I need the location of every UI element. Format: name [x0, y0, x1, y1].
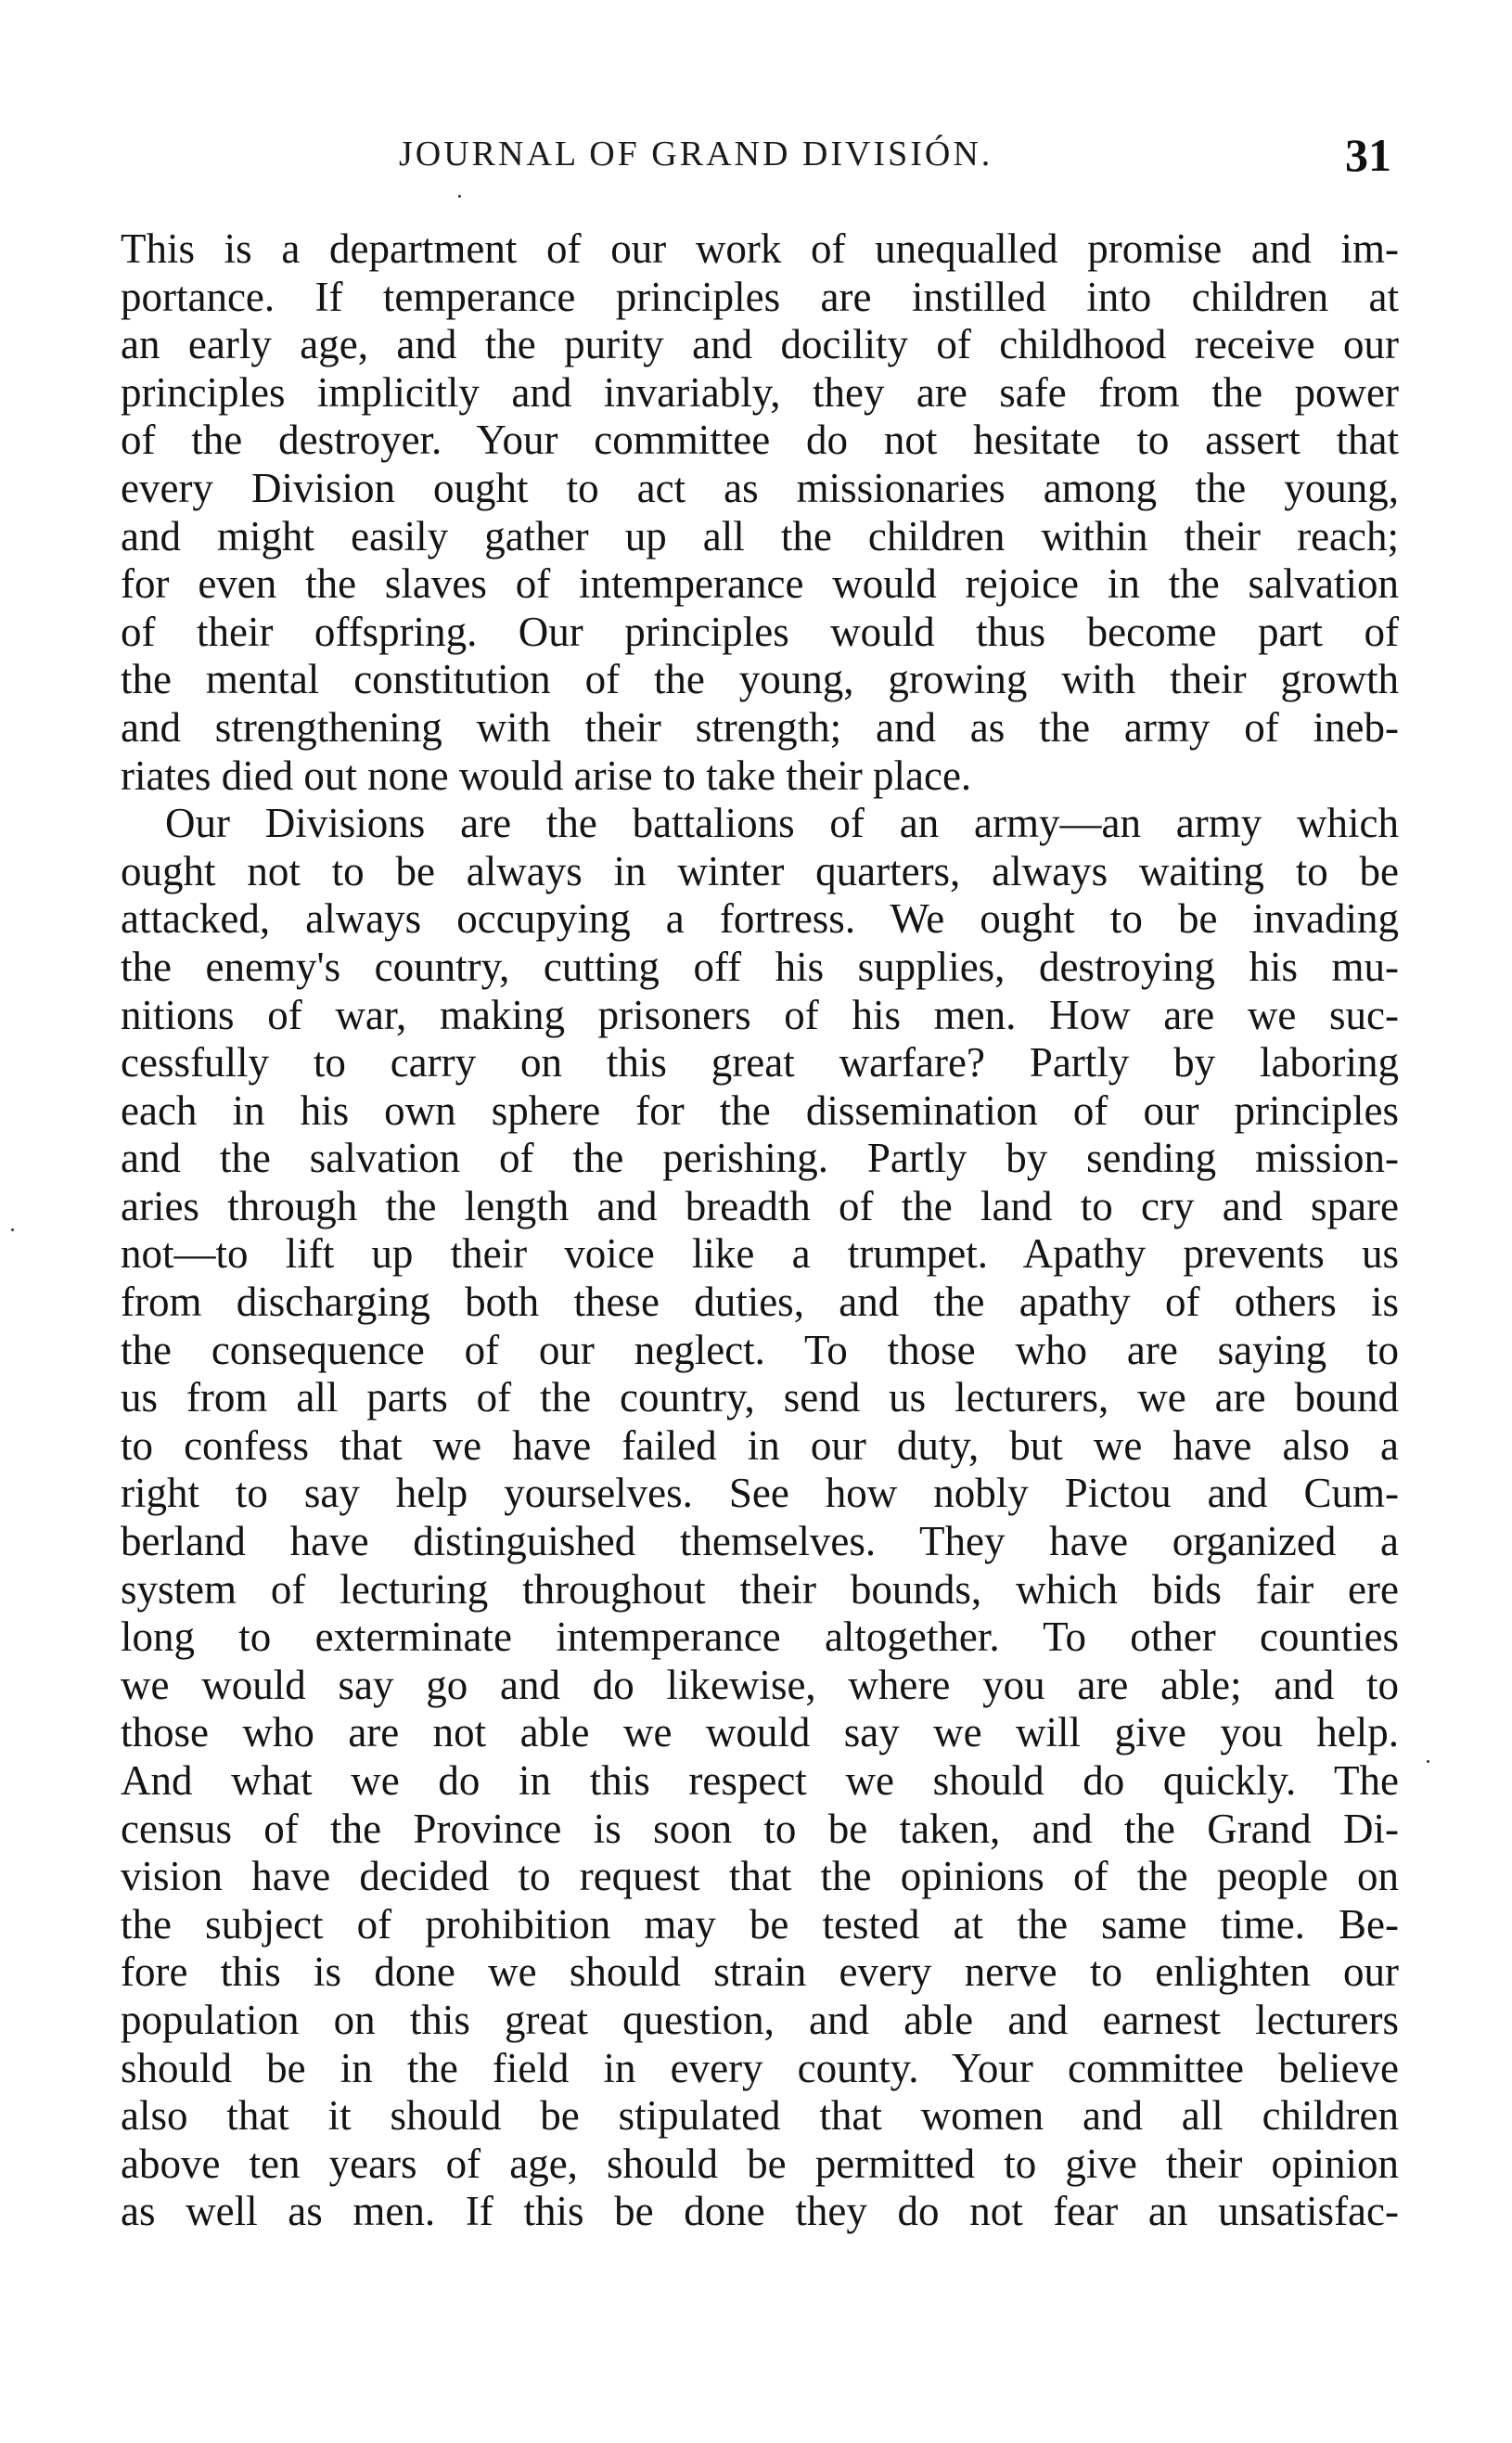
text-line: the consequence of our neglect. To those who are saying to [121, 1326, 1399, 1373]
page-header [399, 128, 1391, 184]
text-line: attacked, always occupying a fortress. We ought to be invading [121, 895, 1399, 943]
running-title: JOURNAL OF GRAND DIVISIÓN. [399, 135, 993, 174]
text-line: and strengthening with their strength; and as the army of ineb- [121, 703, 1399, 751]
text-line: portance. If temperance principles are instilled into children at [121, 273, 1399, 320]
text-line: each in his own sphere for the dissemination of our principles [121, 1086, 1399, 1134]
text-line: principles implicitly and invariably, they are safe from the power [121, 368, 1399, 416]
text-line: to confess that we have failed in our duty, but we have also a [121, 1421, 1399, 1469]
text-line: also that it should be stipulated that women and all children [121, 2092, 1399, 2140]
print-speck [458, 195, 461, 198]
text-line: those who are not able we would say we will give you help. [121, 1709, 1399, 1756]
text-line: right to say help yourselves. See how nobly Pictou and Cum- [121, 1470, 1399, 1517]
page-number: 31 [1345, 129, 1391, 181]
text-line: the subject of prohibition may be tested at the same time. Be- [121, 1900, 1399, 1948]
text-line: cessfully to carry on this great warfare? Partly by laboring [121, 1039, 1399, 1086]
print-speck [1427, 1760, 1429, 1763]
text-line: an early age, and the purity and docility of childhood receive our [121, 321, 1399, 368]
text-line: Our Divisions are the battalions of an army—an army which [165, 800, 1399, 847]
text-line: ought not to be always in winter quarters, always waiting to be [121, 847, 1399, 894]
print-speck [11, 1228, 14, 1231]
body-text [121, 225, 1399, 2236]
text-line: system of lecturing throughout their bounds, which bids fair ere [121, 1565, 1399, 1613]
text-line: And what we do in this respect we should do quickly. The [121, 1757, 1399, 1804]
text-line: the enemy's country, cutting off his supplies, destroying his mu- [121, 943, 1399, 990]
text-line: of their offspring. Our principles would thus become part of [121, 608, 1399, 655]
text-line: and the salvation of the perishing. Partly by sending mission- [121, 1135, 1399, 1182]
text-line: long to exterminate intemperance altogether. To other counties [121, 1614, 1399, 1661]
text-line: the mental constitution of the young, growing with their growth [121, 656, 1399, 703]
text-line: nitions of war, making prisoners of his men. How are we suc- [121, 991, 1399, 1038]
text-line: vision have decided to request that the opinions of the people on [121, 1853, 1399, 1900]
text-line: we would say go and do likewise, where you are able; and to [121, 1661, 1399, 1708]
text-line: berland have distinguished themselves. They have organized a [121, 1518, 1399, 1565]
text-line: population on this great question, and able and earnest lecturers [121, 1996, 1399, 2043]
text-line: for even the slaves of intemperance would rejoice in the salvation [121, 560, 1399, 608]
text-line: not—to lift up their voice like a trumpet. Apathy prevents us [121, 1230, 1399, 1278]
text-line: riates died out none would arise to take their place. [121, 752, 972, 799]
text-line: should be in the field in every county. Your committee believe [121, 2044, 1399, 2091]
text-line: every Division ought to act as missionaries among the young, [121, 464, 1399, 511]
text-line: This is a department of our work of unequalled promise and im- [121, 225, 1399, 272]
text-line: fore this is done we should strain every nerve to enlighten our [121, 1948, 1399, 1996]
text-line: census of the Province is soon to be taken, and the Grand Di- [121, 1805, 1399, 1852]
text-line: as well as men. If this be done they do not fear an unsatisfac- [121, 2188, 1399, 2235]
text-line: us from all parts of the country, send us lecturers, we are bound [121, 1374, 1399, 1421]
text-line: above ten years of age, should be permitted to give their opinion [121, 2140, 1399, 2187]
text-line: of the destroyer. Your committee do not hesitate to assert that [121, 417, 1399, 464]
text-line: aries through the length and breadth of the land to cry and spare [121, 1182, 1399, 1229]
text-line: from discharging both these duties, and the apathy of others is [121, 1279, 1399, 1326]
text-line: and might easily gather up all the children within their reach; [121, 512, 1399, 559]
